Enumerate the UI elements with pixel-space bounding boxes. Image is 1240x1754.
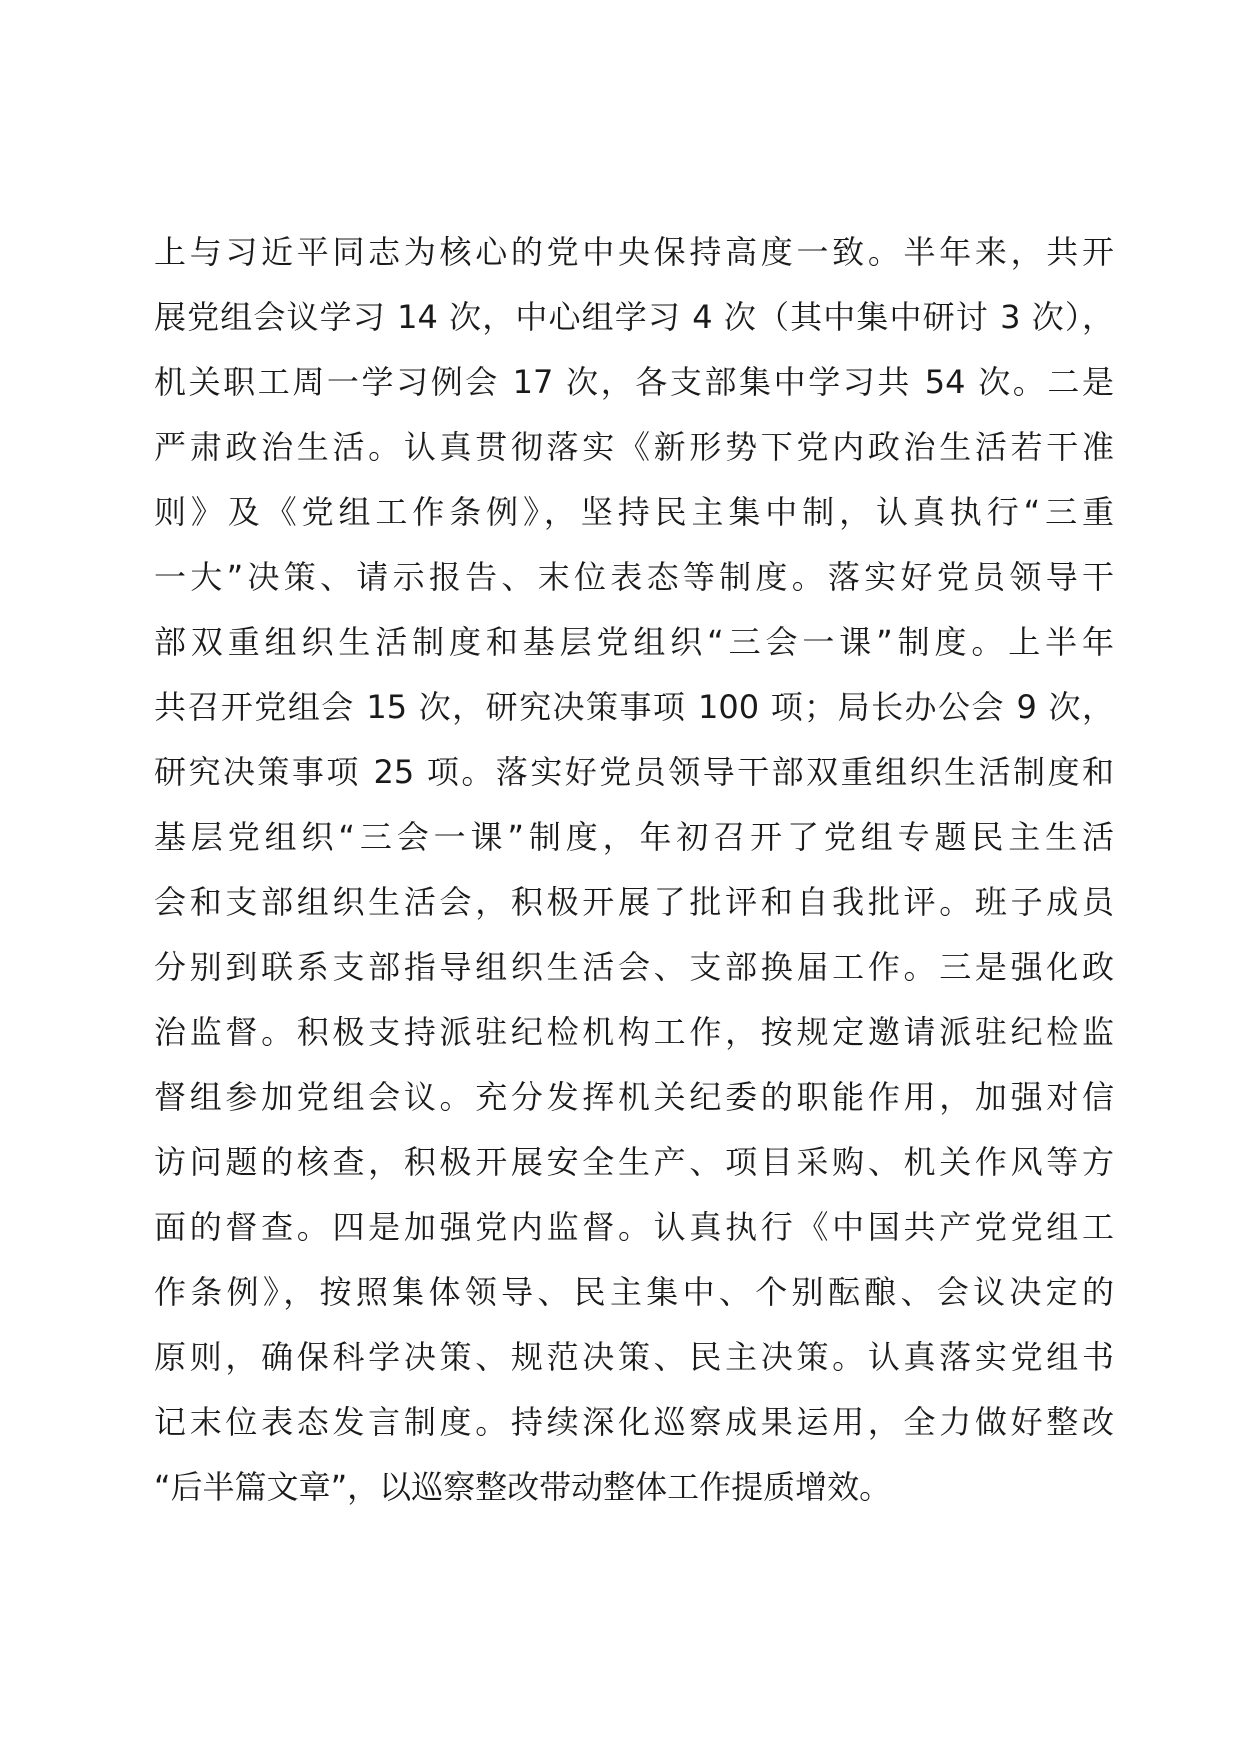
text-line: 严肃政治生活。认真贯彻落实《新形势下党内政治生活若干准 bbox=[154, 428, 1114, 466]
text-line: 面的督查。四是加强党内监督。认真执行《中国共产党党组工 bbox=[154, 1208, 1114, 1246]
text-line: 督组参加党组会议。充分发挥机关纪委的职能作用，加强对信 bbox=[154, 1078, 1114, 1116]
text-line: 治监督。积极支持派驻纪检机构工作，按规定邀请派驻纪检监 bbox=[154, 1013, 1114, 1051]
text-line: 共召开党组会 15 次，研究决策事项 100 项；局长办公会 9 次， bbox=[154, 688, 1114, 726]
text-line: “后半篇文章”，以巡察整改带动整体工作提质增效。 bbox=[154, 1468, 892, 1506]
text-line: 作条例》，按照集体领导、民主集中、个别酝酿、会议决定的 bbox=[154, 1273, 1114, 1311]
text-line: 上与习近平同志为核心的党中央保持高度一致。半年来，共开 bbox=[154, 233, 1114, 271]
text-line: 基层党组织“三会一课”制度，年初召开了党组专题民主生活 bbox=[154, 818, 1114, 856]
text-line: 部双重组织生活制度和基层党组织“三会一课”制度。上半年 bbox=[154, 623, 1114, 661]
text-line: 原则，确保科学决策、规范决策、民主决策。认真落实党组书 bbox=[154, 1338, 1114, 1376]
text-line: 会和支部组织生活会，积极开展了批评和自我批评。班子成员 bbox=[154, 883, 1114, 921]
text-line: 展党组会议学习 14 次，中心组学习 4 次（其中集中研讨 3 次）， bbox=[154, 298, 1114, 336]
text-line: 记末位表态发言制度。持续深化巡察成果运用，全力做好整改 bbox=[154, 1403, 1114, 1441]
text-line: 研究决策事项 25 项。落实好党员领导干部双重组织生活制度和 bbox=[154, 753, 1114, 791]
text-line: 机关职工周一学习例会 17 次，各支部集中学习共 54 次。二是 bbox=[154, 363, 1114, 401]
text-line: 分别到联系支部指导组织生活会、支部换届工作。三是强化政 bbox=[154, 948, 1114, 986]
text-line: 则》及《党组工作条例》，坚持民主集中制，认真执行“三重 bbox=[154, 493, 1114, 531]
text-line: 一大”决策、请示报告、末位表态等制度。落实好党员领导干 bbox=[154, 558, 1114, 596]
text-line: 访问题的核查，积极开展安全生产、项目采购、机关作风等方 bbox=[154, 1143, 1114, 1181]
body-text bbox=[154, 220, 1114, 1520]
